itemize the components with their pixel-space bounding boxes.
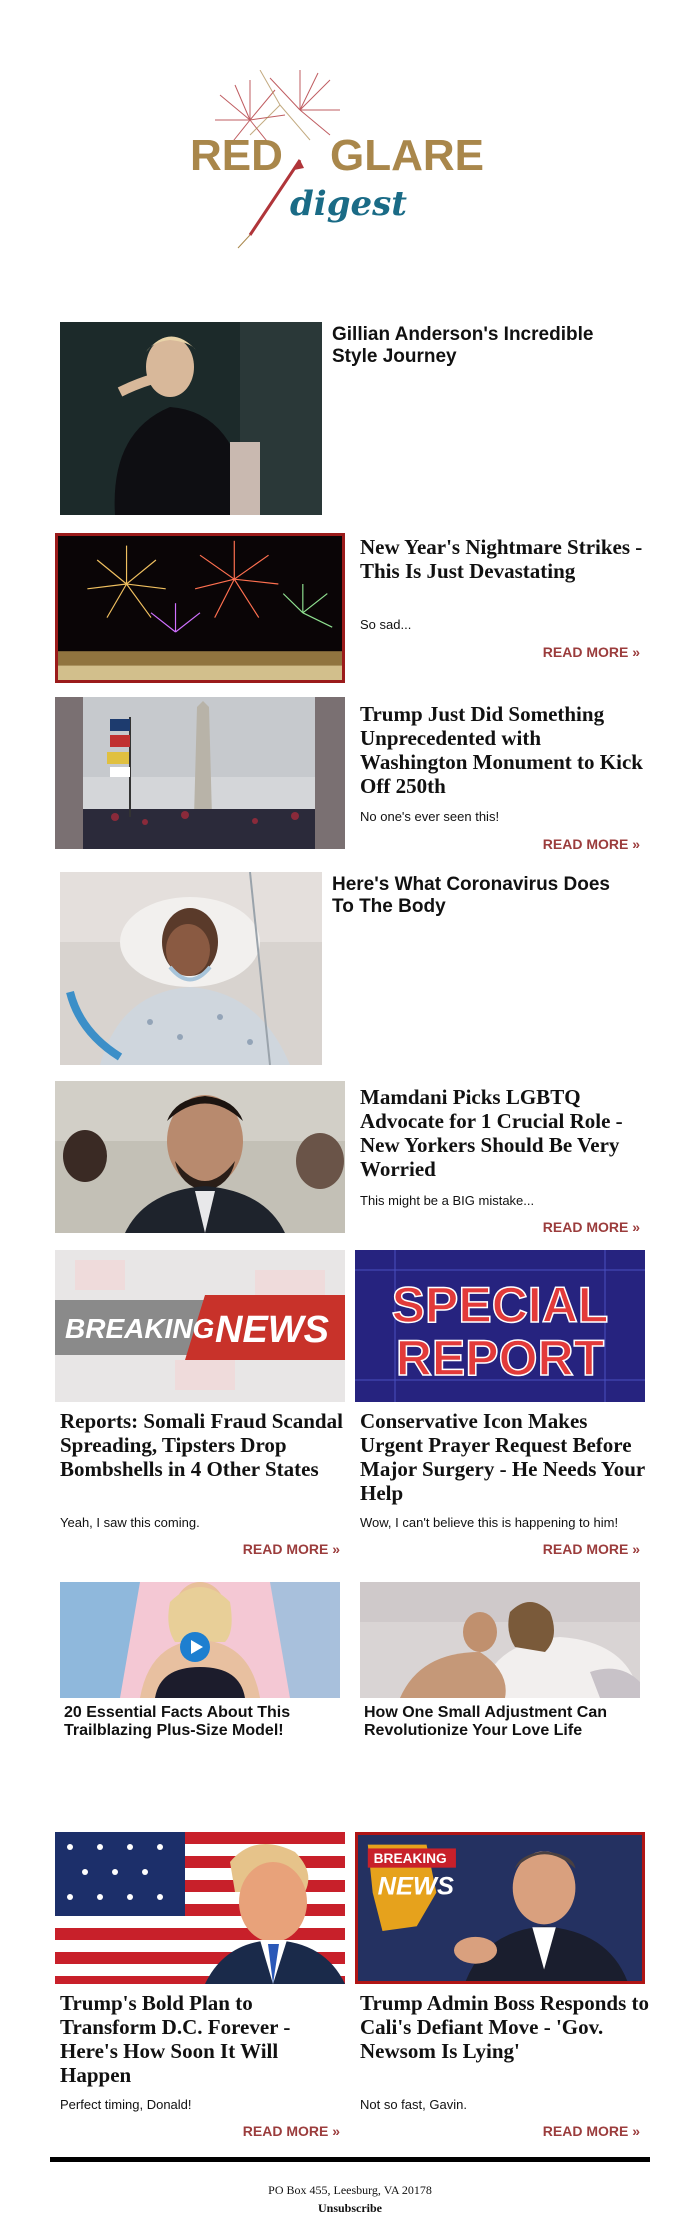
article-image-mamdani[interactable] — [55, 1081, 345, 1233]
ad-title-plus-size[interactable]: 20 Essential Facts About This Trailblazing Plus-Size Model! — [64, 1704, 291, 1739]
logo-word-digest: digest — [290, 184, 407, 224]
article-teaser-somali: Yeah, I saw this coming. — [60, 1515, 200, 1530]
article-image-monument[interactable] — [55, 697, 345, 849]
article-teaser-mamdani: This might be a BIG mistake... — [360, 1193, 535, 1208]
article-image-new-year[interactable] — [55, 533, 345, 683]
read-more-link-icon[interactable]: READ MORE » — [542, 1541, 640, 1557]
article-teaser-icon: Wow, I can't believe this is happening to him! — [360, 1515, 619, 1530]
article-image-special-report[interactable] — [355, 1250, 645, 1402]
footer-address: PO Box 455, Leesburg, VA 20178 — [268, 2183, 432, 2197]
fireworks-icon — [190, 70, 510, 250]
article-teaser-new-year: So sad... — [360, 617, 412, 632]
news-text: NEWS — [215, 1309, 329, 1351]
ad-title-adjustment[interactable]: How One Small Adjustment Can Revolutionize Your Love Life — [364, 1704, 607, 1739]
breaking-text: BREAKING — [65, 1313, 215, 1344]
unsubscribe-link[interactable]: Unsubscribe — [317, 2201, 382, 2215]
article-image-newsom[interactable] — [355, 1832, 645, 1984]
read-more-link-monument[interactable]: READ MORE » — [542, 836, 640, 852]
ad-image-gillian[interactable] — [60, 322, 322, 515]
read-more-link-somali[interactable]: READ MORE » — [242, 1541, 340, 1557]
article-headline-new-year[interactable]: New Year's Nightmare Strikes - This Is Just Devastating — [360, 535, 643, 583]
ad-image-coronavirus[interactable] — [60, 872, 322, 1065]
read-more-link-new-year[interactable]: READ MORE » — [542, 644, 640, 660]
ad-image-adjustment[interactable] — [360, 1582, 640, 1698]
read-more-link-mamdani[interactable]: READ MORE » — [542, 1219, 640, 1235]
footer-divider — [50, 2157, 650, 2162]
article-headline-icon[interactable]: Conservative Icon Makes Urgent Prayer Request Before Major Surgery - He Needs Your Help — [360, 1409, 645, 1505]
logo-word-glare: GLARE — [330, 131, 484, 180]
article-headline-mamdani[interactable]: Mamdani Picks LGBTQ Advocate for 1 Crucial Role - New Yorkers Should Be Very Worried — [360, 1085, 623, 1181]
breaking-small-text: BREAKING — [373, 1850, 447, 1866]
read-more-link-newsom[interactable]: READ MORE » — [542, 2123, 640, 2139]
read-more-link-dc-plan[interactable]: READ MORE » — [242, 2123, 340, 2139]
news-small-text: NEWS — [377, 1872, 454, 1901]
special-text: SPECIAL — [391, 1277, 609, 1333]
logo-word-red: RED — [190, 131, 283, 180]
article-headline-somali[interactable]: Reports: Somali Fraud Scandal Spreading, Tipsters Drop Bombshells in 4 Other States — [60, 1409, 343, 1481]
article-headline-dc-plan[interactable]: Trump's Bold Plan to Transform D.C. Forever - Here's How Soon It Will Happen — [60, 1991, 291, 2087]
ad-title-coronavirus[interactable]: Here's What Coronavirus Does To The Body — [332, 874, 610, 917]
article-teaser-monument: No one's ever seen this! — [360, 809, 500, 824]
report-text: REPORT — [395, 1330, 605, 1386]
ad-image-plus-size[interactable] — [60, 1582, 340, 1698]
article-image-breaking-news[interactable] — [55, 1250, 345, 1402]
article-teaser-dc-plan: Perfect timing, Donald! — [60, 2097, 192, 2112]
brand-logo[interactable] — [190, 70, 510, 250]
article-image-trump-flag[interactable] — [55, 1832, 345, 1984]
ad-title-gillian[interactable]: Gillian Anderson's Incredible Style Journey — [332, 324, 594, 367]
article-teaser-newsom: Not so fast, Gavin. — [360, 2097, 467, 2112]
article-headline-newsom[interactable]: Trump Admin Boss Responds to Cali's Defiant Move - 'Gov. Newsom Is Lying' — [360, 1991, 650, 2063]
article-headline-monument[interactable]: Trump Just Did Something Unprecedented with Washington Monument to Kick Off 250th — [360, 702, 643, 798]
